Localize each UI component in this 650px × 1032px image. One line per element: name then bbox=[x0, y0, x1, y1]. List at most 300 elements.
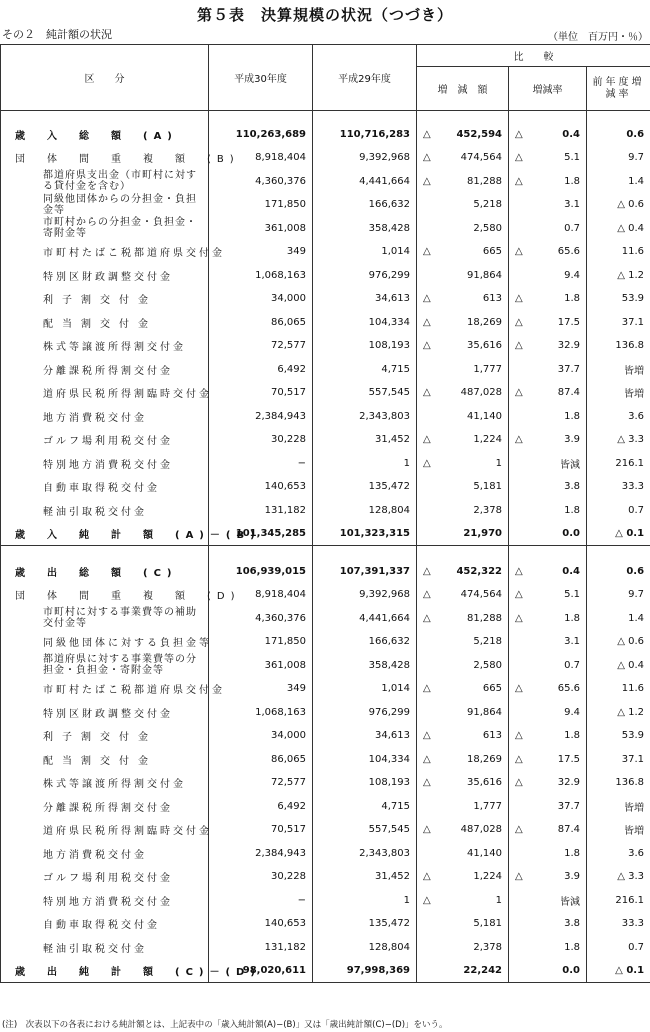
prev-rate-value: △ 3.3 bbox=[587, 865, 650, 889]
rate-value bbox=[509, 842, 587, 866]
rate-value bbox=[509, 630, 587, 654]
row-label: 分離課税所得割交付金 bbox=[1, 795, 209, 819]
triangle-mark: △ bbox=[423, 152, 431, 164]
fy30-value: 30,228 bbox=[209, 428, 313, 452]
table-row bbox=[1, 499, 650, 523]
diff-number: 487,028 bbox=[460, 387, 502, 399]
fy30-value: 4,360,376 bbox=[209, 170, 313, 194]
prev-rate-value: 37.1 bbox=[587, 311, 650, 335]
diff-value bbox=[417, 146, 509, 170]
fy30-value: 171,850 bbox=[209, 193, 313, 217]
table-row bbox=[1, 405, 650, 429]
prev-rate-value: △ 1.2 bbox=[587, 264, 650, 288]
table-row bbox=[1, 654, 650, 678]
fy30-value: 72,577 bbox=[209, 334, 313, 358]
triangle-mark: △ bbox=[423, 683, 431, 695]
fy29-value: 108,193 bbox=[313, 771, 417, 795]
diff-value bbox=[417, 583, 509, 607]
fy30-value: 140,653 bbox=[209, 475, 313, 499]
table-row bbox=[1, 264, 650, 288]
rate-value bbox=[509, 959, 587, 983]
rate-number: 87.4 bbox=[557, 824, 580, 836]
fy30-value: 6,492 bbox=[209, 795, 313, 819]
fy30-value: 1,068,163 bbox=[209, 701, 313, 725]
diff-value bbox=[417, 560, 509, 584]
prev-rate-value: 皆増 bbox=[587, 358, 650, 382]
table-body bbox=[1, 111, 650, 983]
diff-value bbox=[417, 607, 509, 631]
rate-value bbox=[509, 677, 587, 701]
fy30-value: 70,517 bbox=[209, 818, 313, 842]
rate-value bbox=[509, 748, 587, 772]
rate-value bbox=[509, 818, 587, 842]
triangle-mark: △ bbox=[423, 457, 431, 469]
fy29-value: 110,716,283 bbox=[313, 123, 417, 147]
diff-number: 665 bbox=[482, 683, 502, 695]
diff-number: 22,242 bbox=[463, 965, 502, 976]
prev-rate-value: 33.3 bbox=[587, 475, 650, 499]
fy30-value: 131,182 bbox=[209, 499, 313, 523]
diff-value bbox=[417, 123, 509, 147]
diff-number: 1,777 bbox=[473, 800, 502, 812]
diff-value bbox=[417, 311, 509, 335]
diff-number: 41,140 bbox=[467, 847, 502, 859]
fy30-value: 8,918,404 bbox=[209, 146, 313, 170]
row-label: 特別地方消費税交付金 bbox=[1, 889, 209, 913]
triangle-mark: △ bbox=[423, 387, 431, 399]
diff-value bbox=[417, 264, 509, 288]
table-row bbox=[1, 724, 650, 748]
row-label: 市町村からの分担金・負担金・寄附金等 bbox=[1, 217, 209, 241]
diff-number: 1,224 bbox=[473, 871, 502, 883]
prev-rate-value: △ 0.4 bbox=[587, 217, 650, 241]
triangle-mark: △ bbox=[515, 293, 523, 305]
fy30-value: 86,065 bbox=[209, 748, 313, 772]
row-label: 市町村たばこ税都道府県交付金 bbox=[1, 677, 209, 701]
table-row bbox=[1, 630, 650, 654]
fy29-value: 104,334 bbox=[313, 748, 417, 772]
fy30-value: 72,577 bbox=[209, 771, 313, 795]
diff-value bbox=[417, 452, 509, 476]
fy29-value: 31,452 bbox=[313, 428, 417, 452]
rate-number: 3.8 bbox=[564, 918, 580, 930]
fy29-value: 4,715 bbox=[313, 795, 417, 819]
fy29-value: 4,715 bbox=[313, 358, 417, 382]
diff-number: 665 bbox=[482, 246, 502, 258]
row-label: 道府県民税所得割臨時交付金 bbox=[1, 818, 209, 842]
fy30-value: 8,918,404 bbox=[209, 583, 313, 607]
rate-value bbox=[509, 334, 587, 358]
row-label: 配当割交付金 bbox=[1, 311, 209, 335]
row-label: 地方消費税交付金 bbox=[1, 405, 209, 429]
diff-number: 1 bbox=[495, 894, 502, 906]
diff-value bbox=[417, 522, 509, 546]
table-row bbox=[1, 818, 650, 842]
diff-value bbox=[417, 475, 509, 499]
triangle-mark: △ bbox=[423, 753, 431, 765]
table-row bbox=[1, 912, 650, 936]
row-label: 地方消費税交付金 bbox=[1, 842, 209, 866]
table-row bbox=[1, 428, 650, 452]
diff-value bbox=[417, 771, 509, 795]
diff-number: 474,564 bbox=[460, 152, 502, 164]
prev-rate-value: 0.7 bbox=[587, 499, 650, 523]
rate-value bbox=[509, 522, 587, 546]
rate-value bbox=[509, 123, 587, 147]
rate-number: 37.7 bbox=[557, 800, 580, 812]
rate-number: 32.9 bbox=[557, 340, 580, 352]
table-row bbox=[1, 522, 650, 546]
table-row bbox=[1, 677, 650, 701]
prev-rate-value: △ 0.6 bbox=[587, 193, 650, 217]
rate-value bbox=[509, 654, 587, 678]
fy29-value: 128,804 bbox=[313, 936, 417, 960]
prev-rate-value: 136.8 bbox=[587, 334, 650, 358]
diff-value bbox=[417, 405, 509, 429]
triangle-mark: △ bbox=[515, 612, 523, 624]
diff-number: 21,970 bbox=[463, 528, 502, 539]
diff-number: 5,218 bbox=[473, 199, 502, 211]
row-label: 株式等譲渡所得割交付金 bbox=[1, 334, 209, 358]
triangle-mark: △ bbox=[423, 894, 431, 906]
diff-value bbox=[417, 724, 509, 748]
table-row bbox=[1, 217, 650, 241]
prev-rate-value: 216.1 bbox=[587, 452, 650, 476]
row-label: 団 体 間 重 複 額 (B) bbox=[1, 146, 209, 170]
diff-number: 91,864 bbox=[467, 706, 502, 718]
table-subtitle: その２ 純計額の状況 bbox=[2, 28, 112, 41]
rate-number: 1.8 bbox=[564, 612, 580, 624]
rate-value bbox=[509, 193, 587, 217]
table-row bbox=[1, 287, 650, 311]
diff-value bbox=[417, 959, 509, 983]
diff-number: 452,322 bbox=[456, 565, 502, 577]
row-label: 団 体 間 重 複 額 (D) bbox=[1, 583, 209, 607]
triangle-mark: △ bbox=[423, 730, 431, 742]
rate-number: 65.6 bbox=[557, 683, 580, 695]
fy30-value: − bbox=[209, 889, 313, 913]
fy30-value: 4,360,376 bbox=[209, 607, 313, 631]
diff-value bbox=[417, 701, 509, 725]
rate-number: 9.4 bbox=[564, 706, 580, 718]
fy30-value: 34,000 bbox=[209, 724, 313, 748]
prev-rate-value: 3.6 bbox=[587, 842, 650, 866]
table-row bbox=[1, 959, 650, 983]
rate-number: 17.5 bbox=[557, 753, 580, 765]
prev-rate-value: 皆増 bbox=[587, 381, 650, 405]
diff-value bbox=[417, 748, 509, 772]
row-label: 歳 入 純 計 額 (A)－(B) bbox=[1, 522, 209, 546]
prev-rate-value: 37.1 bbox=[587, 748, 650, 772]
triangle-mark: △ bbox=[423, 612, 431, 624]
diff-value bbox=[417, 912, 509, 936]
diff-number: 2,580 bbox=[473, 222, 502, 234]
fy30-value: 361,008 bbox=[209, 654, 313, 678]
fy30-value: 361,008 bbox=[209, 217, 313, 241]
row-label: 自動車取得税交付金 bbox=[1, 475, 209, 499]
diff-value bbox=[417, 818, 509, 842]
fy29-value: 1 bbox=[313, 889, 417, 913]
prev-rate-value: 53.9 bbox=[587, 724, 650, 748]
rate-number: 17.5 bbox=[557, 316, 580, 328]
rate-number: 0.7 bbox=[564, 659, 580, 671]
rate-value bbox=[509, 771, 587, 795]
rate-value bbox=[509, 795, 587, 819]
fy29-value: 166,632 bbox=[313, 630, 417, 654]
header-kubun: 区 分 bbox=[1, 45, 209, 111]
fy29-value: 557,545 bbox=[313, 818, 417, 842]
diff-number: 1,224 bbox=[473, 434, 502, 446]
diff-number: 18,269 bbox=[467, 316, 502, 328]
fy29-value: 135,472 bbox=[313, 475, 417, 499]
rate-value bbox=[509, 381, 587, 405]
triangle-mark: △ bbox=[423, 871, 431, 883]
fy30-value: 110,263,689 bbox=[209, 123, 313, 147]
footnote: (注) 次表以下の各表における純計額とは、上記表中の「歳入純計額(A)−(B)」又は「歳出純計額(C)−(D)」をいう。 bbox=[2, 1020, 448, 1030]
prev-rate-value: 1.4 bbox=[587, 170, 650, 194]
rate-number: 5.1 bbox=[564, 589, 580, 601]
triangle-mark: △ bbox=[515, 871, 523, 883]
row-label: 歳 入 総 額 (A) bbox=[1, 123, 209, 147]
triangle-mark: △ bbox=[515, 316, 523, 328]
diff-value bbox=[417, 842, 509, 866]
table-row bbox=[1, 865, 650, 889]
fy30-value: 349 bbox=[209, 677, 313, 701]
table-row bbox=[1, 889, 650, 913]
triangle-mark: △ bbox=[423, 316, 431, 328]
prev-rate-value: △ 1.2 bbox=[587, 701, 650, 725]
diff-value bbox=[417, 381, 509, 405]
fy29-value: 34,613 bbox=[313, 287, 417, 311]
diff-number: 487,028 bbox=[460, 824, 502, 836]
table-row bbox=[1, 381, 650, 405]
row-label: 都道府県に対する事業費等の分担金・負担金・寄附金等 bbox=[1, 654, 209, 678]
rate-number: 0.4 bbox=[562, 565, 580, 577]
row-label: 自動車取得税交付金 bbox=[1, 912, 209, 936]
fy30-value: − bbox=[209, 452, 313, 476]
row-label: 都道府県支出金（市町村に対する貸付金を含む） bbox=[1, 170, 209, 194]
fy30-value: 106,939,015 bbox=[209, 560, 313, 584]
rate-number: 1.8 bbox=[564, 847, 580, 859]
triangle-mark: △ bbox=[515, 565, 523, 577]
rate-number: 0.4 bbox=[562, 128, 580, 140]
page-title: 第５表 決算規模の状況（つづき） bbox=[196, 6, 453, 24]
fy29-value: 358,428 bbox=[313, 654, 417, 678]
diff-value bbox=[417, 677, 509, 701]
row-label: 株式等譲渡所得割交付金 bbox=[1, 771, 209, 795]
triangle-mark: △ bbox=[423, 128, 431, 140]
spacer-row bbox=[1, 111, 650, 123]
triangle-mark: △ bbox=[515, 175, 523, 187]
table-row bbox=[1, 452, 650, 476]
fy30-value: 70,517 bbox=[209, 381, 313, 405]
fy29-value: 358,428 bbox=[313, 217, 417, 241]
row-label: 歳 出 総 額 (C) bbox=[1, 560, 209, 584]
fy29-value: 976,299 bbox=[313, 701, 417, 725]
prev-rate-value: 53.9 bbox=[587, 287, 650, 311]
rate-value bbox=[509, 912, 587, 936]
rate-value bbox=[509, 865, 587, 889]
triangle-mark: △ bbox=[423, 589, 431, 601]
row-label: 歳 出 純 計 額 (C)－(D) bbox=[1, 959, 209, 983]
rate-value bbox=[509, 499, 587, 523]
row-label: 分離課税所得割交付金 bbox=[1, 358, 209, 382]
prev-rate-value: △ 3.3 bbox=[587, 428, 650, 452]
table-row bbox=[1, 123, 650, 147]
triangle-mark: △ bbox=[423, 824, 431, 836]
rate-number: 皆減 bbox=[560, 459, 580, 471]
rate-number: 3.1 bbox=[564, 636, 580, 648]
triangle-mark: △ bbox=[515, 152, 523, 164]
fy30-value: 349 bbox=[209, 240, 313, 264]
header-prev-rate: 前年度増減率 bbox=[587, 67, 650, 111]
prev-rate-value: 136.8 bbox=[587, 771, 650, 795]
rate-value bbox=[509, 264, 587, 288]
row-label: 同級他団体に対する負担金等 bbox=[1, 630, 209, 654]
diff-value bbox=[417, 654, 509, 678]
table-row bbox=[1, 475, 650, 499]
fy29-value: 557,545 bbox=[313, 381, 417, 405]
diff-number: 81,288 bbox=[467, 612, 502, 624]
triangle-mark: △ bbox=[515, 777, 523, 789]
diff-value bbox=[417, 217, 509, 241]
rate-value bbox=[509, 311, 587, 335]
header-fy29: 平成29年度 bbox=[313, 45, 417, 111]
prev-rate-value: 33.3 bbox=[587, 912, 650, 936]
triangle-mark: △ bbox=[515, 730, 523, 742]
rate-number: 1.8 bbox=[564, 941, 580, 953]
fy29-value: 101,323,315 bbox=[313, 522, 417, 546]
diff-number: 35,616 bbox=[467, 777, 502, 789]
rate-number: 87.4 bbox=[557, 387, 580, 399]
fy30-value: 101,345,285 bbox=[209, 522, 313, 546]
rate-value bbox=[509, 724, 587, 748]
rate-number: 1.8 bbox=[564, 504, 580, 516]
triangle-mark: △ bbox=[515, 387, 523, 399]
diff-value bbox=[417, 287, 509, 311]
fy29-value: 166,632 bbox=[313, 193, 417, 217]
diff-number: 2,378 bbox=[473, 504, 502, 516]
triangle-mark: △ bbox=[515, 128, 523, 140]
prev-rate-value: 11.6 bbox=[587, 240, 650, 264]
fy29-value: 2,343,803 bbox=[313, 405, 417, 429]
fy30-value: 171,850 bbox=[209, 630, 313, 654]
diff-value bbox=[417, 334, 509, 358]
row-label: 特別区財政調整交付金 bbox=[1, 264, 209, 288]
rate-number: 0.0 bbox=[562, 528, 580, 539]
prev-rate-value: 9.7 bbox=[587, 583, 650, 607]
table-row bbox=[1, 842, 650, 866]
table-row bbox=[1, 358, 650, 382]
fy30-value: 86,065 bbox=[209, 311, 313, 335]
table-row bbox=[1, 583, 650, 607]
row-label: 軽油引取税交付金 bbox=[1, 499, 209, 523]
rate-number: 37.7 bbox=[557, 363, 580, 375]
fy29-value: 9,392,968 bbox=[313, 583, 417, 607]
prev-rate-value: 3.6 bbox=[587, 405, 650, 429]
fy29-value: 1 bbox=[313, 452, 417, 476]
table-row bbox=[1, 936, 650, 960]
fy29-value: 9,392,968 bbox=[313, 146, 417, 170]
rate-value bbox=[509, 170, 587, 194]
fy29-value: 128,804 bbox=[313, 499, 417, 523]
fy30-value: 140,653 bbox=[209, 912, 313, 936]
rate-value bbox=[509, 405, 587, 429]
diff-number: 41,140 bbox=[467, 410, 502, 422]
diff-value bbox=[417, 358, 509, 382]
rate-number: 9.4 bbox=[564, 269, 580, 281]
fy30-value: 2,384,943 bbox=[209, 405, 313, 429]
rate-value bbox=[509, 240, 587, 264]
fy29-value: 97,998,369 bbox=[313, 959, 417, 983]
fy30-value: 34,000 bbox=[209, 287, 313, 311]
diff-value bbox=[417, 240, 509, 264]
diff-number: 35,616 bbox=[467, 340, 502, 352]
rate-value bbox=[509, 889, 587, 913]
diff-number: 613 bbox=[482, 293, 502, 305]
rate-number: 1.8 bbox=[564, 730, 580, 742]
table-row bbox=[1, 607, 650, 631]
prev-rate-value: △ 0.4 bbox=[587, 654, 650, 678]
rate-value bbox=[509, 217, 587, 241]
diff-number: 81,288 bbox=[467, 175, 502, 187]
fy29-value: 135,472 bbox=[313, 912, 417, 936]
diff-value bbox=[417, 936, 509, 960]
fy29-value: 4,441,664 bbox=[313, 170, 417, 194]
triangle-mark: △ bbox=[515, 340, 523, 352]
fy29-value: 2,343,803 bbox=[313, 842, 417, 866]
prev-rate-value: 9.7 bbox=[587, 146, 650, 170]
diff-number: 18,269 bbox=[467, 753, 502, 765]
rate-value bbox=[509, 560, 587, 584]
diff-number: 1,777 bbox=[473, 363, 502, 375]
header-zougen: 増 減 額 bbox=[417, 67, 509, 111]
fy30-value: 6,492 bbox=[209, 358, 313, 382]
fy29-value: 108,193 bbox=[313, 334, 417, 358]
diff-number: 91,864 bbox=[467, 269, 502, 281]
row-label: 利子割交付金 bbox=[1, 724, 209, 748]
row-label: ゴルフ場利用税交付金 bbox=[1, 428, 209, 452]
prev-rate-value: 0.6 bbox=[587, 560, 650, 584]
fy30-value: 131,182 bbox=[209, 936, 313, 960]
table-row bbox=[1, 748, 650, 772]
fy30-value: 1,068,163 bbox=[209, 264, 313, 288]
prev-rate-value: 1.4 bbox=[587, 607, 650, 631]
diff-value bbox=[417, 499, 509, 523]
fy30-value: 2,384,943 bbox=[209, 842, 313, 866]
row-label: 利子割交付金 bbox=[1, 287, 209, 311]
triangle-mark: △ bbox=[515, 246, 523, 258]
diff-number: 5,218 bbox=[473, 636, 502, 648]
prev-rate-value: 216.1 bbox=[587, 889, 650, 913]
table-row bbox=[1, 560, 650, 584]
row-label: 道府県民税所得割臨時交付金 bbox=[1, 381, 209, 405]
triangle-mark: △ bbox=[423, 434, 431, 446]
fy29-value: 1,014 bbox=[313, 240, 417, 264]
rate-number: 0.0 bbox=[562, 965, 580, 976]
triangle-mark: △ bbox=[515, 589, 523, 601]
triangle-mark: △ bbox=[515, 683, 523, 695]
row-label: 市町村に対する事業費等の補助交付金等 bbox=[1, 607, 209, 631]
rate-value bbox=[509, 607, 587, 631]
row-label: 軽油引取税交付金 bbox=[1, 936, 209, 960]
fy29-value: 31,452 bbox=[313, 865, 417, 889]
diff-value bbox=[417, 630, 509, 654]
table-row bbox=[1, 170, 650, 194]
table-row bbox=[1, 771, 650, 795]
rate-number: 3.9 bbox=[564, 434, 580, 446]
diff-number: 2,580 bbox=[473, 659, 502, 671]
